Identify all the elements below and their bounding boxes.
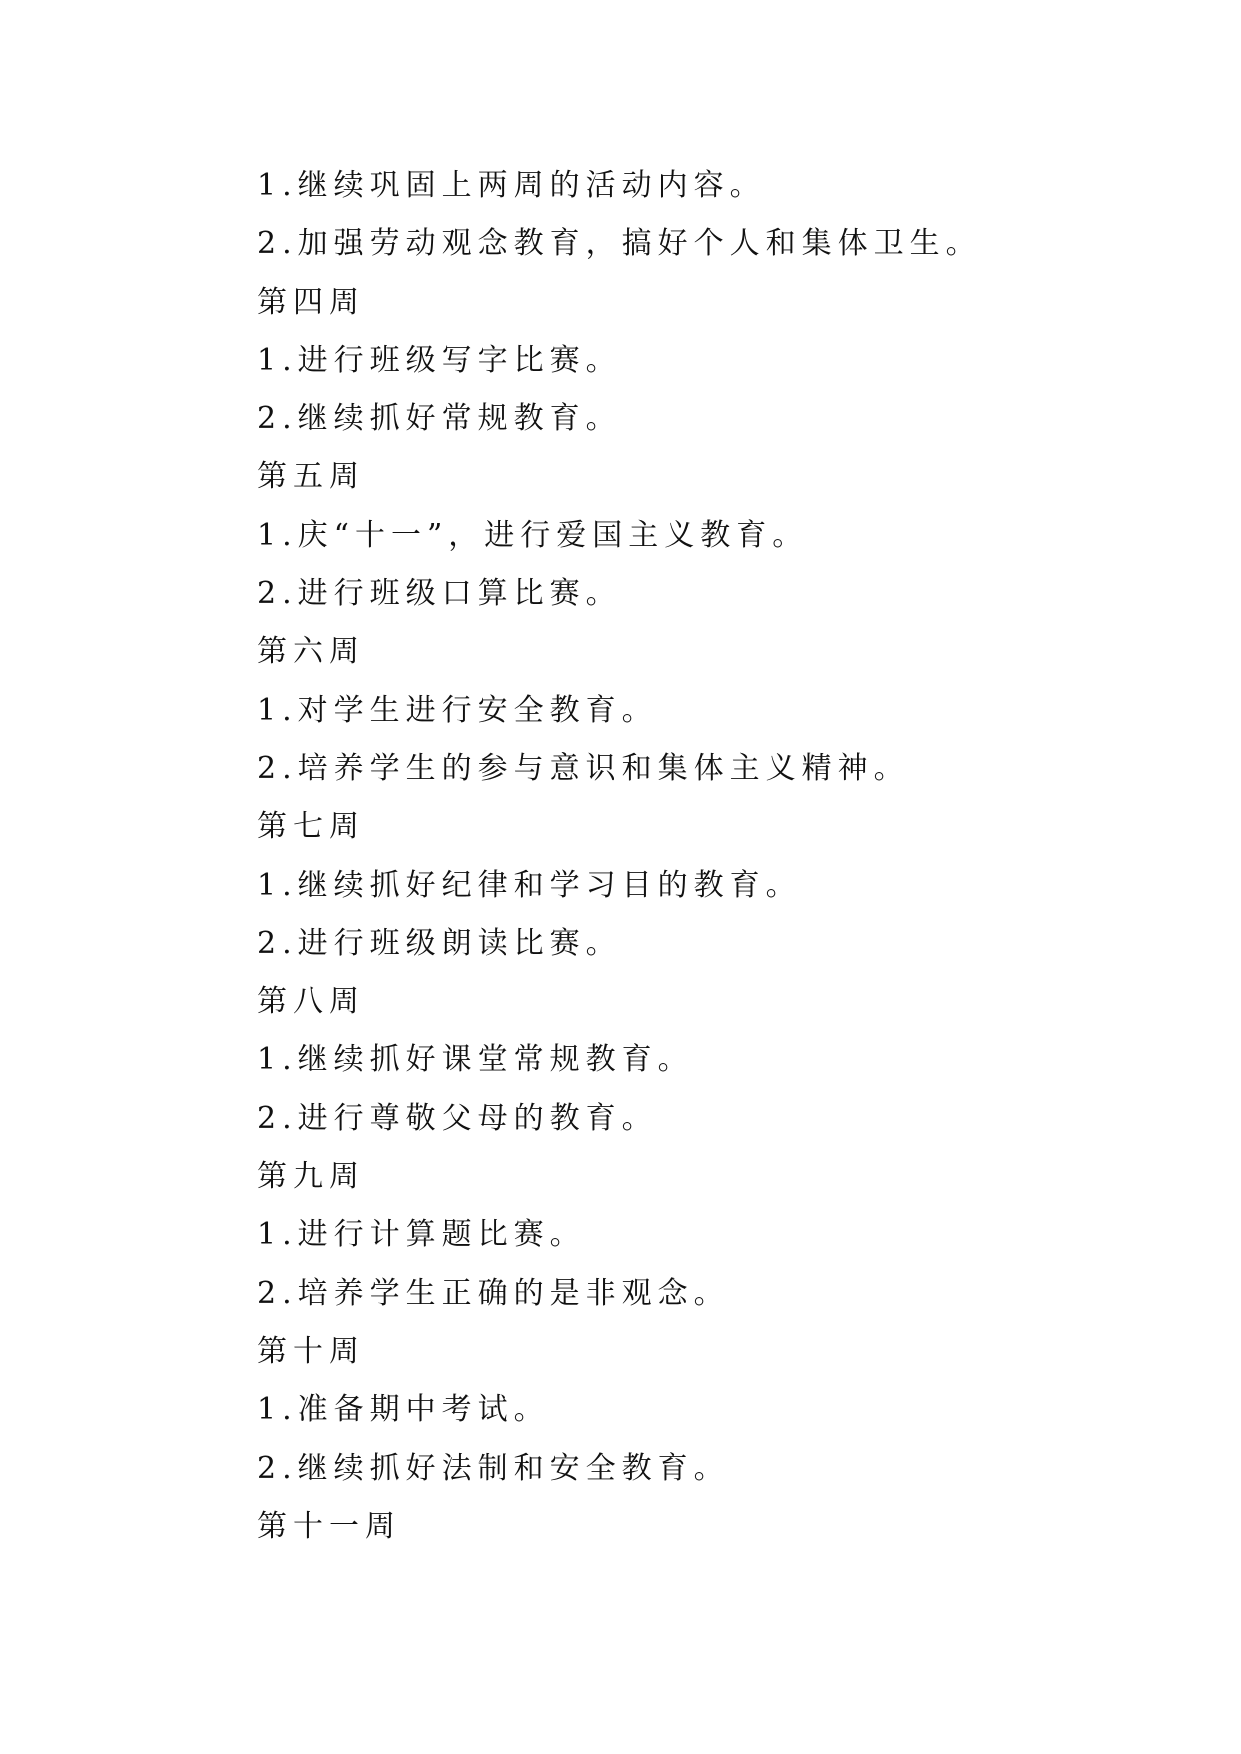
week-heading: 第七周 [257, 809, 365, 845]
document-body [257, 157, 1157, 1556]
task-item: 1.进行计算题比赛。 [257, 1217, 586, 1253]
week-heading: 第八周 [257, 984, 365, 1020]
week-heading: 第五周 [257, 459, 365, 495]
task-item: 1.继续巩固上两周的活动内容。 [257, 168, 766, 203]
task-item: 2.培养学生的参与意识和集体主义精神。 [257, 750, 910, 786]
task-item: 1.继续抓好课堂常规教育。 [257, 1042, 694, 1078]
task-item: 1.对学生进行安全教育。 [257, 692, 658, 728]
week-heading: 第十一周 [257, 1508, 401, 1544]
task-item: 2.进行尊敬父母的教育。 [257, 1100, 658, 1136]
task-item: 2.加强劳动观念教育，搞好个人和集体卫生。 [257, 226, 982, 262]
week-heading: 第九周 [257, 1159, 365, 1195]
week-heading: 第十周 [257, 1333, 365, 1369]
task-item: 1.庆“十一”，进行爱国主义教育。 [257, 517, 809, 553]
task-item: 1.进行班级写字比赛。 [257, 342, 622, 378]
task-item: 2.继续抓好常规教育。 [257, 401, 622, 437]
week-heading: 第四周 [257, 284, 365, 320]
task-item: 2.进行班级口算比赛。 [257, 576, 622, 612]
task-item: 1.准备期中考试。 [257, 1392, 550, 1428]
task-item: 2.进行班级朗读比赛。 [257, 925, 622, 961]
task-item: 2.继续抓好法制和安全教育。 [257, 1450, 730, 1486]
task-item: 2.培养学生正确的是非观念。 [257, 1275, 730, 1311]
week-heading: 第六周 [257, 634, 365, 670]
task-item: 1.继续抓好纪律和学习目的教育。 [257, 867, 802, 903]
